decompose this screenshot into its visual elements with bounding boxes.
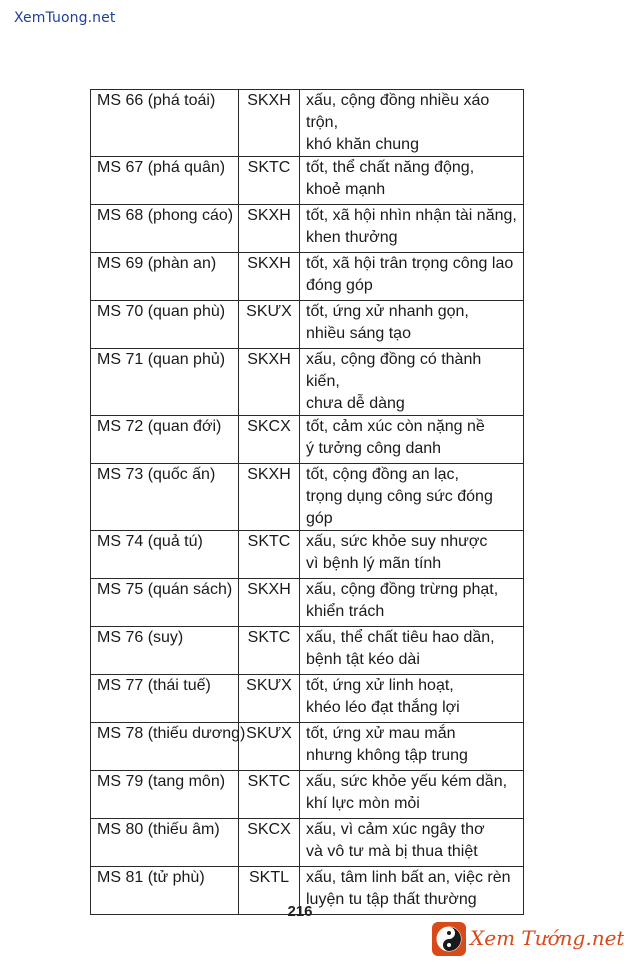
description-line: tốt, ứng xử mau mắn: [306, 725, 456, 742]
ms-cell: MS 74 (quả tú): [91, 531, 239, 579]
description-cell: [300, 723, 524, 771]
description-line: nhưng không tập trung: [306, 747, 468, 764]
brand-logo[interactable]: [432, 920, 624, 960]
description-line: ý tưởng công danh: [306, 440, 442, 457]
code-cell: SKXH: [239, 579, 300, 627]
description-cell: [300, 301, 524, 349]
table-row: [91, 531, 524, 579]
description-line: luyện tu tập thất thường: [306, 891, 477, 908]
code-cell: SKCX: [239, 819, 300, 867]
description-line: tốt, cộng đồng an lạc,: [306, 466, 459, 483]
description-line: bệnh tật kéo dài: [306, 651, 420, 668]
table-row: [91, 349, 524, 416]
description-cell: [300, 579, 524, 627]
description-cell: [300, 253, 524, 301]
ms-cell: MS 73 (quốc ấn): [91, 464, 239, 531]
ms-cell: MS 71 (quan phủ): [91, 349, 239, 416]
code-cell: SKTC: [239, 771, 300, 819]
ms-table: [90, 89, 524, 915]
logo-text: Xem Tướng.net: [470, 926, 624, 950]
description-line: tốt, ứng xử linh hoạt,: [306, 677, 454, 694]
ms-cell: MS 77 (thái tuế): [91, 675, 239, 723]
table-row: [91, 675, 524, 723]
table-row: [91, 416, 524, 464]
description-line: xấu, vì cảm xúc ngây thơ: [306, 821, 485, 838]
description-line: và vô tư mà bị thua thiệt: [306, 843, 478, 860]
site-watermark[interactable]: XemTuong.net: [14, 10, 116, 26]
description-line: xấu, sức khỏe suy nhược: [306, 533, 488, 550]
ms-cell: MS 80 (thiếu âm): [91, 819, 239, 867]
description-line: trọng dụng công sức đóng góp: [306, 488, 493, 527]
description-line: khéo léo đạt thắng lợi: [306, 699, 460, 716]
code-cell: SKXH: [239, 349, 300, 416]
code-cell: SKTC: [239, 627, 300, 675]
ms-cell: MS 78 (thiếu dương): [91, 723, 239, 771]
description-line: tốt, xã hội nhìn nhận tài năng,: [306, 207, 517, 224]
description-line: xấu, cộng đồng có thành kiến,: [306, 351, 482, 390]
description-line: vì bệnh lý mãn tính: [306, 555, 442, 572]
ms-cell: MS 79 (tang môn): [91, 771, 239, 819]
table-row: [91, 464, 524, 531]
description-cell: [300, 157, 524, 205]
description-line: khiển trách: [306, 603, 385, 620]
description-line: chưa dễ dàng: [306, 395, 405, 412]
description-line: khen thưởng: [306, 229, 398, 246]
ms-cell: MS 72 (quan đới): [91, 416, 239, 464]
description-cell: [300, 531, 524, 579]
ms-cell: MS 70 (quan phù): [91, 301, 239, 349]
description-line: xấu, cộng đồng trừng phạt,: [306, 581, 499, 598]
code-cell: SKCX: [239, 416, 300, 464]
description-cell: [300, 205, 524, 253]
description-line: xấu, tâm linh bất an, việc rèn: [306, 869, 511, 886]
table-row: [91, 157, 524, 205]
description-cell: [300, 627, 524, 675]
code-cell: SKƯX: [239, 675, 300, 723]
description-line: khó khăn chung: [306, 136, 419, 153]
description-cell: [300, 464, 524, 531]
ms-cell: MS 75 (quán sách): [91, 579, 239, 627]
table-row: [91, 90, 524, 157]
description-line: khí lực mòn mỏi: [306, 795, 420, 812]
code-cell: SKXH: [239, 90, 300, 157]
code-cell: SKTL: [239, 867, 300, 915]
table-row: [91, 579, 524, 627]
ms-cell: MS 81 (tử phù): [91, 867, 239, 915]
page-number: 216: [287, 903, 313, 920]
description-cell: [300, 349, 524, 416]
code-cell: SKƯX: [239, 301, 300, 349]
description-line: xấu, thể chất tiêu hao dần,: [306, 629, 495, 646]
ms-cell: MS 76 (suy): [91, 627, 239, 675]
description-cell: [300, 771, 524, 819]
ms-cell: MS 68 (phong cáo): [91, 205, 239, 253]
description-line: xấu, cộng đồng nhiều xáo trộn,: [306, 92, 490, 131]
description-cell: [300, 416, 524, 464]
table-row: [91, 723, 524, 771]
table-row: [91, 253, 524, 301]
ms-cell: MS 67 (phá quân): [91, 157, 239, 205]
ms-cell: MS 69 (phàn an): [91, 253, 239, 301]
description-line: xấu, sức khỏe yếu kém dần,: [306, 773, 508, 790]
table-row: [91, 771, 524, 819]
description-cell: [300, 675, 524, 723]
description-cell: [300, 90, 524, 157]
description-line: nhiều sáng tạo: [306, 325, 411, 342]
table-row: [91, 205, 524, 253]
code-cell: SKXH: [239, 253, 300, 301]
description-line: khoẻ mạnh: [306, 181, 386, 198]
description-line: tốt, ứng xử nhanh gọn,: [306, 303, 469, 320]
code-cell: SKƯX: [239, 723, 300, 771]
code-cell: SKXH: [239, 464, 300, 531]
description-line: đóng góp: [306, 277, 373, 294]
ms-cell: MS 66 (phá toái): [91, 90, 239, 157]
description-line: tốt, xã hội trân trọng công lao: [306, 255, 514, 272]
table-row: [91, 627, 524, 675]
description-cell: [300, 819, 524, 867]
code-cell: SKTC: [239, 157, 300, 205]
code-cell: SKXH: [239, 205, 300, 253]
description-line: tốt, cảm xúc còn nặng nề: [306, 418, 485, 435]
description-line: tốt, thể chất năng động,: [306, 159, 475, 176]
table-row: [91, 819, 524, 867]
yin-yang-icon: [432, 922, 466, 956]
table-row: [91, 301, 524, 349]
code-cell: SKTC: [239, 531, 300, 579]
